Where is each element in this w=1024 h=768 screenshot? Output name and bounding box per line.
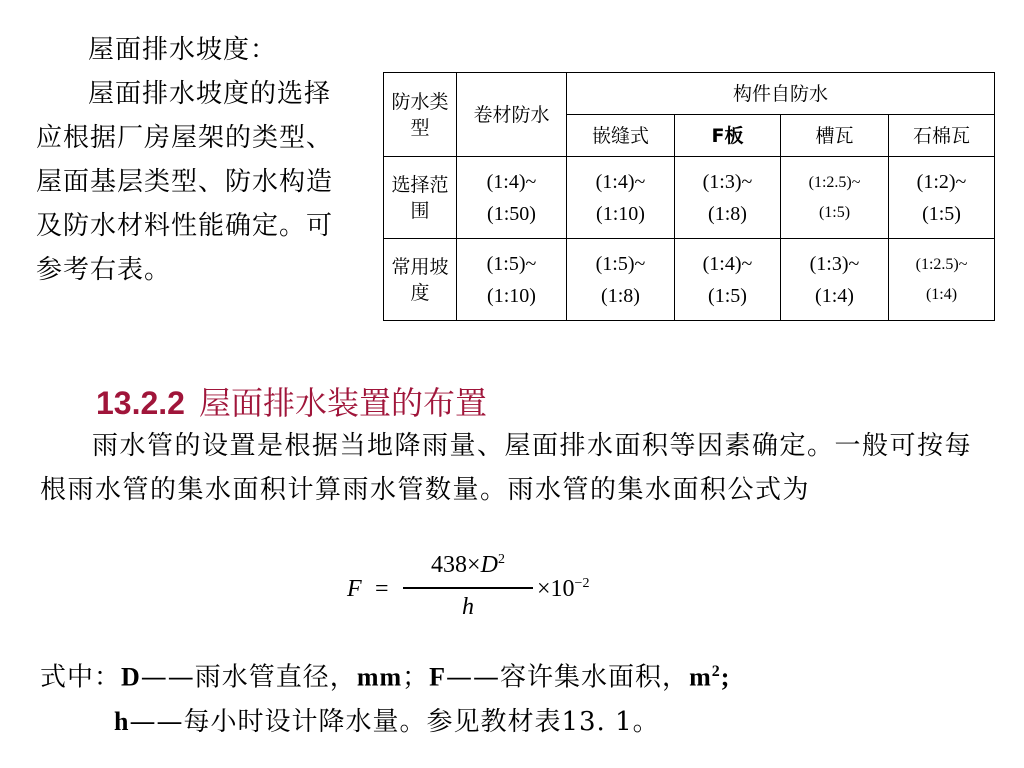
table-cell: (1:5)~ (1:8) bbox=[567, 239, 675, 321]
section-title-text: 屋面排水装置的布置 bbox=[198, 384, 487, 422]
slope-table bbox=[383, 72, 995, 321]
formula-lhs: F bbox=[347, 576, 362, 602]
table-cell: (1:4)~ (1:5) bbox=[675, 239, 781, 321]
formula-denominator: h bbox=[462, 594, 474, 620]
table-cell: (1:3)~ (1:4) bbox=[781, 239, 889, 321]
table-cell: (1:4)~ (1:10) bbox=[567, 157, 675, 239]
table-cell: (1:3)~ (1:8) bbox=[675, 157, 781, 239]
subheader-channel-tile: 槽瓦 bbox=[781, 115, 889, 157]
table-cell: (1:2.5)~ (1:4) bbox=[889, 239, 995, 321]
table-cell: (1:2)~ (1:5) bbox=[889, 157, 995, 239]
section-title bbox=[96, 378, 487, 424]
section-paragraph: 雨水管的设置是根据当地降雨量、屋面排水面积等因素确定。一般可按每根雨水管的集水面积计算雨水管数量。雨水管的集水面积公式为 bbox=[40, 431, 973, 505]
catchment-area-formula bbox=[345, 550, 645, 630]
notes-line-1: 式中：D——雨水管直径，mm；F——容许集水面积，$m^2$; bbox=[40, 662, 731, 693]
formula-multiplier: $\times 10^{-2}$ bbox=[537, 576, 590, 602]
notes-line-2: h——每小时设计降水量。参见教材表13. 1。 bbox=[114, 706, 660, 737]
row-label-range: 选择范围 bbox=[384, 157, 457, 239]
table-cell: (1:5)~ (1:10) bbox=[457, 239, 567, 321]
subheader-asbestos-tile: 石棉瓦 bbox=[889, 115, 995, 157]
intro-paragraph: 屋面排水坡度的选择应根据厂房屋架的类型、屋面基层类型、防水构造及防水材料性能确定。可参考右表。 bbox=[36, 79, 334, 285]
formula-notes bbox=[40, 650, 1000, 744]
table-row bbox=[384, 157, 995, 239]
intro-heading: 屋面排水坡度： bbox=[88, 35, 278, 65]
header-component-self: 构件自防水 bbox=[567, 73, 995, 115]
table-row bbox=[384, 239, 995, 321]
row-label-common: 常用坡度 bbox=[384, 239, 457, 321]
table-header-row bbox=[384, 73, 995, 115]
table-cell: (1:4)~ (1:50) bbox=[457, 157, 567, 239]
intro-text-block bbox=[36, 28, 356, 292]
header-membrane: 卷材防水 bbox=[457, 73, 567, 157]
header-waterproof-type: 防水类型 bbox=[384, 73, 457, 157]
formula-numerator: $438\times D^2$ bbox=[431, 552, 505, 578]
table-cell: (1:2.5)~ (1:5) bbox=[781, 157, 889, 239]
subheader-f-panel: F板 bbox=[675, 115, 781, 157]
section-number: 13.2.2 bbox=[96, 385, 185, 421]
subheader-caulking: 嵌缝式 bbox=[567, 115, 675, 157]
formula-equals: = bbox=[375, 576, 389, 602]
fraction-bar bbox=[403, 587, 533, 589]
